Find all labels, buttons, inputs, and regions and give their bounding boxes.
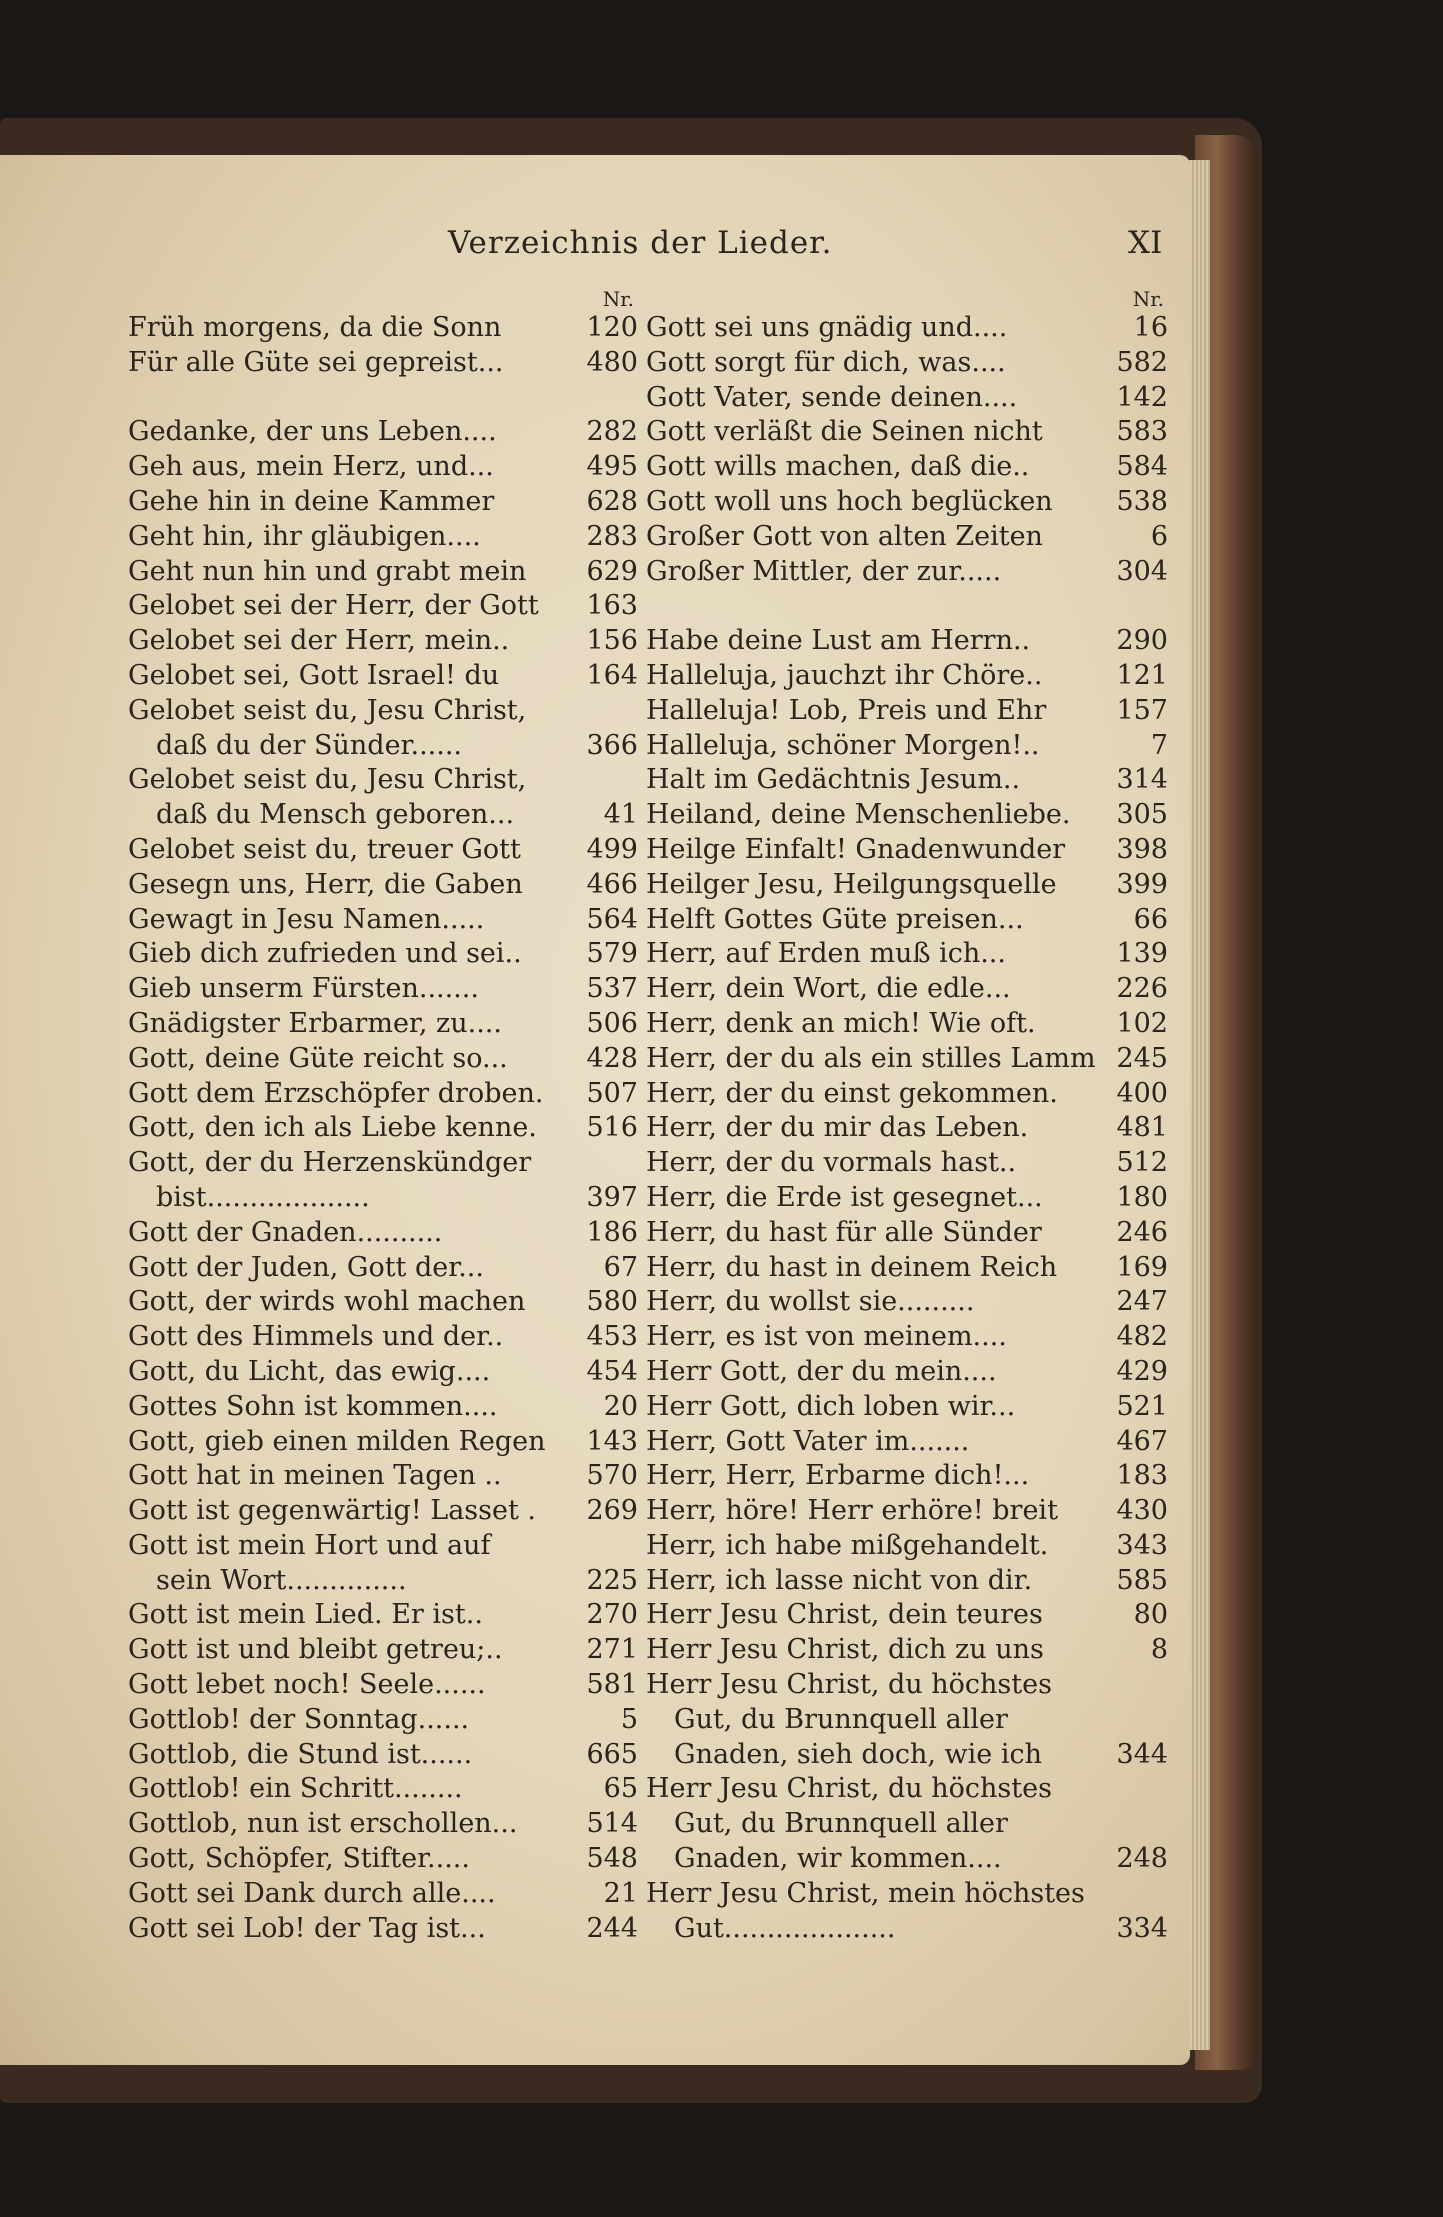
hymn-number: 512	[1116, 1147, 1168, 1179]
hymn-number: 180	[1116, 1181, 1168, 1213]
index-column-right	[646, 287, 1168, 1946]
hymn-number: 248	[1116, 1843, 1168, 1875]
index-entry	[646, 1738, 1168, 1773]
hymn-title: Gottes Sohn ist kommen....	[128, 1390, 498, 1422]
index-entry	[128, 415, 638, 450]
hymn-title: Heilge Einfalt! Gnadenwunder	[646, 833, 1066, 865]
hymn-number: 186	[586, 1216, 638, 1248]
hymn-number: 67	[603, 1251, 638, 1283]
index-entry	[646, 1251, 1168, 1286]
index-entry	[646, 1912, 1168, 1947]
hymn-number: 226	[1116, 973, 1168, 1005]
hymn-title: Gesegn uns, Herr, die Gaben	[128, 868, 523, 900]
hymn-number: 467	[1116, 1425, 1168, 1457]
index-entry	[646, 1042, 1168, 1077]
hymn-title: Gottlob, die Stund ist......	[128, 1738, 473, 1770]
hymn-number: 579	[586, 938, 638, 970]
hymn-number: 398	[1116, 833, 1168, 865]
hymn-title: Gieb dich zufrieden und sei..	[128, 938, 522, 970]
hymn-number: 66	[1133, 903, 1168, 935]
hymn-title: Halleluja, jauchzt ihr Chöre..	[646, 659, 1043, 691]
hymn-title: Halt im Gedächtnis Jesum..	[646, 764, 1021, 796]
index-entry	[646, 1529, 1168, 1564]
hymn-number: 142	[1116, 381, 1168, 413]
hymn-title: Gut, du Brunnquell aller	[674, 1808, 1008, 1840]
index-entry	[128, 1529, 638, 1564]
index-entry	[128, 1703, 638, 1738]
hymn-title: Gelobet seist du, Jesu Christ,	[128, 694, 527, 726]
index-entry	[646, 1494, 1168, 1529]
index-entry	[646, 1633, 1168, 1668]
index-entry	[128, 555, 638, 590]
hymn-number: 290	[1116, 625, 1168, 657]
hymn-title: Gott hat in meinen Tagen ..	[128, 1460, 502, 1492]
index-entry	[128, 1598, 638, 1633]
hymn-title: Gedanke, der uns Leben....	[128, 416, 497, 448]
index-entry	[646, 763, 1168, 798]
index-entry	[646, 937, 1168, 972]
hymn-title: Herr Gott, der du mein....	[646, 1355, 997, 1387]
hymn-title: Herr, die Erde ist gesegnet...	[646, 1181, 1043, 1213]
hymn-title: bist...................	[156, 1181, 370, 1213]
index-entry	[128, 833, 638, 868]
hymn-title: Gott sei Dank durch alle....	[128, 1877, 496, 1909]
index-entry	[646, 1877, 1168, 1912]
hymn-title: daß du Mensch geboren...	[156, 799, 515, 831]
hymn-number: 270	[586, 1599, 638, 1631]
index-entry	[128, 937, 638, 972]
index-entry	[128, 1216, 638, 1251]
hymn-title: Gnädigster Erbarmer, zu....	[128, 1007, 502, 1039]
hymn-number: 538	[1116, 485, 1168, 517]
hymn-title: Gehe hin in deine Kammer	[128, 485, 495, 517]
hymn-title: Gott ist mein Lied. Er ist..	[128, 1599, 483, 1631]
index-entry	[128, 694, 638, 729]
hymn-title: Gott, deine Güte reicht so...	[128, 1042, 508, 1074]
index-entry	[646, 555, 1168, 590]
index-entry	[128, 624, 638, 659]
hymn-title: Halleluja, schöner Morgen!..	[646, 729, 1040, 761]
hymn-title: Gut....................	[674, 1912, 896, 1944]
hymn-title: Herr, du hast in deinem Reich	[646, 1251, 1058, 1283]
column-number-label: Nr.	[602, 287, 634, 311]
hymn-title: Geht nun hin und grabt mein	[128, 555, 527, 587]
index-entry	[646, 485, 1168, 520]
index-entry	[128, 1912, 638, 1947]
index-entry	[128, 763, 638, 798]
section-gap	[128, 381, 638, 416]
hymn-title: Gelobet sei der Herr, der Gott	[128, 590, 539, 622]
hymn-title: Geht hin, ihr gläubigen....	[128, 520, 481, 552]
hymn-number: 334	[1116, 1912, 1168, 1944]
hymn-number: 564	[586, 903, 638, 935]
index-entry	[646, 1564, 1168, 1599]
index-entry	[646, 868, 1168, 903]
index-entry	[128, 1494, 638, 1529]
hymn-title: Gott sei uns gnädig und....	[646, 312, 1008, 343]
index-entry	[646, 1007, 1168, 1042]
hymn-number: 629	[586, 555, 638, 587]
hymn-title: Gottlob! ein Schritt........	[128, 1773, 463, 1805]
index-entry	[128, 659, 638, 694]
hymn-number: 548	[586, 1843, 638, 1875]
hymn-title: Gott dem Erzschöpfer droben.	[128, 1077, 544, 1109]
hymn-number: 628	[586, 485, 638, 517]
hymn-title: Gott der Juden, Gott der...	[128, 1251, 484, 1283]
hymn-title: Herr, der du mir das Leben.	[646, 1112, 1029, 1144]
hymn-number: 582	[1116, 346, 1168, 378]
hymn-number: 581	[586, 1669, 638, 1701]
hymn-number: 156	[586, 625, 638, 657]
hymn-title: Herr Gott, dich loben wir...	[646, 1390, 1016, 1422]
hymn-number: 6	[1150, 520, 1168, 552]
index-entry	[646, 1216, 1168, 1251]
index-entry	[128, 729, 638, 764]
hymn-title: Gieb unserm Fürsten.......	[128, 973, 479, 1005]
index-entry	[646, 1842, 1168, 1877]
hymn-title: Gott, den ich als Liebe kenne.	[128, 1112, 537, 1144]
hymn-title: Gott ist gegenwärtig! Lasset .	[128, 1495, 536, 1527]
hymn-number: 21	[603, 1877, 638, 1909]
page-title: Verzeichnis der Lieder.	[448, 225, 833, 261]
index-entry	[646, 1703, 1168, 1738]
hymn-number: 269	[586, 1495, 638, 1527]
hymn-title: Herr, es ist von meinem....	[646, 1321, 1007, 1353]
hymn-title: Gott woll uns hoch beglücken	[646, 485, 1053, 517]
hymn-title: sein Wort..............	[156, 1564, 407, 1596]
hymn-number: 453	[586, 1321, 638, 1353]
index-entry	[128, 903, 638, 938]
index-page	[0, 155, 1190, 2065]
index-entry	[646, 1390, 1168, 1425]
hymn-title: Herr Jesu Christ, dich zu uns	[646, 1634, 1044, 1666]
hymn-title: Gewagt in Jesu Namen.....	[128, 903, 485, 935]
hymn-number: 499	[586, 833, 638, 865]
hymn-title: Gnaden, wir kommen....	[674, 1843, 1002, 1875]
index-entry	[646, 450, 1168, 485]
hymn-title: Herr, dein Wort, die edle...	[646, 973, 1011, 1005]
index-entry	[646, 1111, 1168, 1146]
hymn-number: 506	[586, 1007, 638, 1039]
index-entry	[128, 1077, 638, 1112]
index-entry	[128, 1459, 638, 1494]
hymn-number: 20	[603, 1390, 638, 1422]
hymn-title: Gott sei Lob! der Tag ist...	[128, 1912, 486, 1944]
hymn-title: Großer Mittler, der zur.....	[646, 555, 1002, 587]
hymn-number: 516	[586, 1112, 638, 1144]
hymn-number: 169	[1116, 1251, 1168, 1283]
index-entry	[128, 589, 638, 624]
hymn-title: Gott verläßt die Seinen nicht	[646, 416, 1043, 448]
hymn-title: Gnaden, sieh doch, wie ich	[674, 1738, 1042, 1770]
hymn-number: 466	[586, 868, 638, 900]
hymn-number: 537	[586, 973, 638, 1005]
index-entry	[646, 1355, 1168, 1390]
index-entry	[646, 1807, 1168, 1842]
index-entry	[646, 1425, 1168, 1460]
hymn-number: 580	[586, 1286, 638, 1318]
hymn-title: Gottlob! der Sonntag......	[128, 1703, 470, 1735]
index-entry	[128, 1251, 638, 1286]
hymn-title: Gott, gieb einen milden Regen	[128, 1425, 546, 1457]
hymn-number: 246	[1116, 1216, 1168, 1248]
index-entry	[128, 1807, 638, 1842]
hymn-number: 305	[1116, 799, 1168, 831]
hymn-number: 65	[603, 1773, 638, 1805]
hymn-number: 8	[1150, 1634, 1168, 1666]
hymn-number: 430	[1116, 1495, 1168, 1527]
index-entry	[128, 485, 638, 520]
index-entry	[128, 1320, 638, 1355]
hymn-number: 428	[586, 1042, 638, 1074]
hymn-title: Gelobet sei der Herr, mein..	[128, 625, 510, 657]
hymn-number: 157	[1116, 694, 1168, 726]
index-entry	[128, 520, 638, 555]
index-entry	[646, 798, 1168, 833]
hymn-number: 397	[586, 1181, 638, 1213]
hymn-title: Gott Vater, sende deinen....	[646, 381, 1018, 413]
index-entry	[646, 659, 1168, 694]
running-header	[0, 225, 1190, 275]
index-entry	[128, 798, 638, 833]
index-entry	[128, 1007, 638, 1042]
hymn-title: Halleluja! Lob, Preis und Ehr	[646, 694, 1047, 726]
index-entry	[646, 1320, 1168, 1355]
index-entry	[128, 1146, 638, 1181]
index-entry	[128, 1285, 638, 1320]
index-entry	[128, 346, 638, 381]
index-entry	[128, 1564, 638, 1599]
hymn-title: daß du der Sünder......	[156, 729, 462, 761]
index-entry	[646, 1598, 1168, 1633]
hymn-title: Herr, denk an mich! Wie oft.	[646, 1007, 1036, 1039]
hymn-number: 283	[586, 520, 638, 552]
hymn-number: 314	[1116, 764, 1168, 796]
hymn-title: Helft Gottes Güte preisen...	[646, 903, 1024, 935]
index-entry	[646, 415, 1168, 450]
hymn-title: Herr Jesu Christ, dein teures	[646, 1599, 1043, 1631]
hymn-title: Herr Jesu Christ, du höchstes	[646, 1669, 1052, 1701]
index-entry	[646, 1146, 1168, 1181]
index-entry	[128, 1111, 638, 1146]
index-entry	[128, 1668, 638, 1703]
hymn-number: 80	[1133, 1599, 1168, 1631]
hymn-number: 570	[586, 1460, 638, 1492]
hymn-number: 585	[1116, 1564, 1168, 1596]
index-entry	[646, 694, 1168, 729]
index-entry	[128, 311, 638, 346]
index-entry	[646, 346, 1168, 381]
hymn-title: Herr, auf Erden muß ich...	[646, 938, 1006, 970]
hymn-title: Gott sorgt für dich, was....	[646, 346, 1006, 378]
hymn-title: Gott lebet noch! Seele......	[128, 1669, 486, 1701]
hymn-number: 583	[1116, 416, 1168, 448]
hymn-title: Gelobet seist du, treuer Gott	[128, 833, 521, 865]
hymn-number: 507	[586, 1077, 638, 1109]
index-entry	[128, 1181, 638, 1216]
index-entry	[646, 729, 1168, 764]
hymn-title: Gott, Schöpfer, Stifter.....	[128, 1843, 470, 1875]
hymn-number: 282	[586, 416, 638, 448]
index-entry	[646, 1077, 1168, 1112]
hymn-title: Herr, du hast für alle Sünder	[646, 1216, 1042, 1248]
hymn-title: Gott wills machen, daß die..	[646, 451, 1030, 483]
hymn-number: 454	[586, 1355, 638, 1387]
hymn-number: 400	[1116, 1077, 1168, 1109]
hymn-number: 514	[586, 1808, 638, 1840]
hymn-title: Gott, der wirds wohl machen	[128, 1286, 526, 1318]
hymn-title: Gottlob, nun ist erschollen...	[128, 1808, 518, 1840]
hymn-title: Großer Gott von alten Zeiten	[646, 520, 1043, 552]
index-entry	[128, 1738, 638, 1773]
hymn-number: 247	[1116, 1286, 1168, 1318]
section-gap	[646, 589, 1168, 624]
hymn-number: 7	[1150, 729, 1168, 761]
hymn-title: Habe deine Lust am Herrn..	[646, 625, 1031, 657]
hymn-number: 245	[1116, 1042, 1168, 1074]
index-entry	[646, 1181, 1168, 1216]
hymn-title: Herr Jesu Christ, du höchstes	[646, 1773, 1052, 1805]
hymn-number: 665	[586, 1738, 638, 1770]
hymn-number: 480	[586, 346, 638, 378]
hymn-number: 225	[586, 1564, 638, 1596]
hymn-number: 521	[1116, 1390, 1168, 1422]
index-entry	[128, 868, 638, 903]
hymn-number: 244	[586, 1912, 638, 1944]
index-column-left	[128, 287, 638, 1946]
index-entry	[646, 624, 1168, 659]
index-entry	[646, 972, 1168, 1007]
page-number: XI	[1128, 225, 1163, 261]
column-number-label: Nr.	[1132, 287, 1164, 311]
index-entry	[646, 1459, 1168, 1494]
hymn-title: Herr, höre! Herr erhöre! breit	[646, 1495, 1058, 1527]
hymn-title: Gott der Gnaden..........	[128, 1216, 443, 1248]
index-entry	[646, 1772, 1168, 1807]
hymn-title: Heiland, deine Menschenliebe.	[646, 799, 1071, 831]
index-entry	[128, 1042, 638, 1077]
hymn-title: Herr Jesu Christ, mein höchstes	[646, 1877, 1085, 1909]
hymn-number: 121	[1116, 659, 1168, 691]
index-entry	[646, 833, 1168, 868]
hymn-number: 481	[1116, 1112, 1168, 1144]
hymn-title: Gott, du Licht, das ewig....	[128, 1355, 491, 1387]
hymn-title: Herr, du wollst sie.........	[646, 1286, 975, 1318]
hymn-number: 41	[603, 799, 638, 831]
hymn-title: Herr, Gott Vater im.......	[646, 1425, 970, 1457]
hymn-number: 5	[620, 1703, 638, 1735]
hymn-number: 271	[586, 1634, 638, 1666]
hymn-title: Für alle Güte sei gepreist...	[128, 346, 504, 378]
index-entry	[128, 972, 638, 1007]
hymn-title: Gut, du Brunnquell aller	[674, 1703, 1008, 1735]
hymn-number: 584	[1116, 451, 1168, 483]
hymn-title: Gott, der du Herzenskündger	[128, 1147, 532, 1179]
index-entry	[646, 520, 1168, 555]
hymn-number: 164	[586, 659, 638, 691]
index-entry	[646, 903, 1168, 938]
hymn-title: Herr, der du vormals hast..	[646, 1147, 1017, 1179]
index-entry	[646, 1668, 1168, 1703]
index-entry	[128, 1877, 638, 1912]
index-entry	[128, 1425, 638, 1460]
hymn-number: 183	[1116, 1460, 1168, 1492]
hymn-number: 482	[1116, 1321, 1168, 1353]
index-entry	[128, 1772, 638, 1807]
index-entry	[128, 1633, 638, 1668]
hymn-number: 399	[1116, 868, 1168, 900]
index-entry	[128, 1390, 638, 1425]
hymn-title: Herr, der du als ein stilles Lamm	[646, 1042, 1096, 1074]
hymn-title: Herr, der du einst gekommen.	[646, 1077, 1058, 1109]
hymn-number: 304	[1116, 555, 1168, 587]
hymn-number: 429	[1116, 1355, 1168, 1387]
hymn-number: 163	[586, 590, 638, 622]
hymn-title: Gott ist mein Hort und auf	[128, 1529, 491, 1561]
hymn-number: 120	[586, 312, 638, 343]
hymn-title: Geh aus, mein Herz, und...	[128, 451, 494, 483]
hymn-number: 16	[1133, 312, 1168, 343]
hymn-number: 343	[1116, 1529, 1168, 1561]
hymn-number: 139	[1116, 938, 1168, 970]
index-entry	[646, 1285, 1168, 1320]
hymn-title: Herr, ich habe mißgehandelt.	[646, 1529, 1049, 1561]
index-entry	[646, 381, 1168, 416]
index-entry	[646, 311, 1168, 346]
hymn-title: Früh morgens, da die Sonn	[128, 312, 502, 343]
hymn-title: Gott des Himmels und der..	[128, 1321, 504, 1353]
hymn-title: Herr, ich lasse nicht von dir.	[646, 1564, 1033, 1596]
index-entry	[128, 1842, 638, 1877]
hymn-number: 366	[586, 729, 638, 761]
hymn-number: 495	[586, 451, 638, 483]
hymn-title: Gelobet seist du, Jesu Christ,	[128, 764, 527, 796]
hymn-number: 344	[1116, 1738, 1168, 1770]
hymn-title: Gott ist und bleibt getreu;..	[128, 1634, 503, 1666]
hymn-number: 102	[1116, 1007, 1168, 1039]
hymn-title: Gelobet sei, Gott Israel! du	[128, 659, 500, 691]
hymn-number: 143	[586, 1425, 638, 1457]
hymn-title: Heilger Jesu, Heilgungsquelle	[646, 868, 1057, 900]
index-entry	[128, 450, 638, 485]
hymn-title: Herr, Herr, Erbarme dich!...	[646, 1460, 1030, 1492]
index-entry	[128, 1355, 638, 1390]
